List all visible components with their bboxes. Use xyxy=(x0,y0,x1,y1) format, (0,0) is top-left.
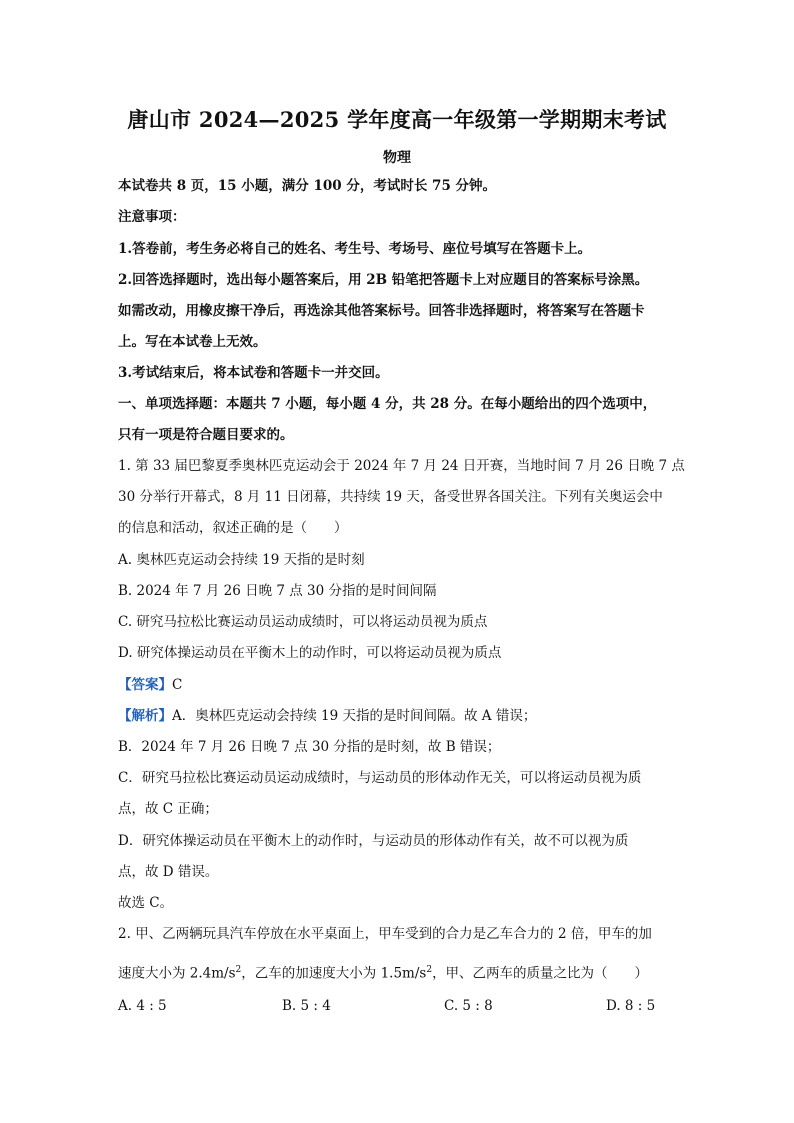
analysis-text: A．奥林匹克运动会持续 19 天指的是时间间隔。故 A 错误； xyxy=(172,708,537,724)
q1-conclusion: 故选 C。 xyxy=(118,895,174,911)
subject-title: 物理 xyxy=(383,150,411,166)
notice-item-2-line-1: 2.回答选择题时，选出每小题答案后，用 2B 铅笔把答题卡上对应题目的答案标号涂黑。 xyxy=(118,272,649,288)
q2-stem-part-1: 速度大小为 2.4m/s xyxy=(118,965,236,982)
notice-item-1: 1.答卷前，考生务必将自己的姓名、考生号、考场号、座位号填写在答题卡上。 xyxy=(118,241,592,257)
q2-option-c: C. 5 : 8 xyxy=(444,998,493,1014)
notice-item-3: 3.考试结束后，将本试卷和答题卡一并交回。 xyxy=(118,365,389,381)
answer-tag: 【答案】 xyxy=(118,677,172,693)
q1-option-a: A. 奥林匹克运动会持续 19 天指的是时刻 xyxy=(118,552,365,568)
notice-item-2-line-3: 上。写在本试卷上无效。 xyxy=(118,334,267,350)
answer-value: C xyxy=(172,677,183,693)
q1-analysis-line-1 xyxy=(118,707,688,725)
q1-stem-line-3: 的信息和活动，叙述正确的是（ ） xyxy=(118,520,348,536)
section-heading-line-2: 只有一项是符合题目要求的。 xyxy=(118,427,294,443)
q1-analysis-line-5: D．研究体操运动员在平衡木上的动作时，与运动员的形体动作有关，故不可以视为质 xyxy=(118,833,629,849)
q1-stem-line-1: 1. 第 33 届巴黎夏季奥林匹克运动会于 2024 年 7 月 24 日开赛，当地时间 7 月 26 日晚 7 点 xyxy=(118,458,685,474)
q1-option-c: C. 研究马拉松比赛运动员运动成绩时，可以将运动员视为质点 xyxy=(118,614,488,630)
exam-intro: 本试卷共 8 页，15 小题，满分 100 分，考试时长 75 分钟。 xyxy=(118,178,497,194)
q2-stem-line-1: 2. 甲、乙两辆玩具汽车停放在水平桌面上，甲车受到的合力是乙车合力的 2 倍，甲车的加 xyxy=(118,926,652,942)
q1-answer xyxy=(118,676,688,694)
notice-item-2-line-2: 如需改动，用橡皮擦干净后，再选涂其他答案标号。回答非选择题时，将答案写在答题卡 xyxy=(118,303,645,319)
analysis-tag: 【解析】 xyxy=(118,708,172,724)
exam-title: 唐山市 2024—2025 学年度高一年级第一学期期末考试 xyxy=(127,107,667,132)
q2-stem-line-2 xyxy=(118,961,688,983)
q1-analysis-line-4: 点，故 C 正确； xyxy=(118,801,218,817)
q1-analysis-line-2: B．2024 年 7 月 26 日晚 7 点 30 分指的是时刻，故 B 错误； xyxy=(118,739,501,755)
q2-stem-part-3: ，甲、乙两车的质量之比为（ ） xyxy=(432,965,649,982)
notice-heading: 注意事项： xyxy=(118,209,186,225)
q2-option-b: B. 5 : 4 xyxy=(282,998,331,1014)
q1-option-d: D. 研究体操运动员在平衡木上的动作时，可以将运动员视为质点 xyxy=(118,645,502,661)
q1-analysis-line-3: C．研究马拉松比赛运动员运动成绩时，与运动员的形体动作无关，可以将运动员视为质 xyxy=(118,770,642,786)
q2-option-a: A. 4 : 5 xyxy=(118,998,167,1014)
q2-superscript-1: 2 xyxy=(235,965,242,975)
q2-stem-part-2: ，乙车的加速度大小为 1.5m/s xyxy=(241,965,427,982)
section-heading-line-1: 一、单项选择题：本题共 7 小题，每小题 4 分，共 28 分。在每小题给出的四个选项中， xyxy=(118,396,657,412)
q1-stem-line-2: 30 分举行开幕式，8 月 11 日闭幕，共持续 19 天，备受世界各国关注。下列有关奥运会中 xyxy=(118,489,663,505)
q1-analysis-line-6: 点，故 D 错误。 xyxy=(118,864,219,880)
q2-option-d: D. 8 : 5 xyxy=(606,998,656,1014)
q2-superscript-2: 2 xyxy=(426,965,433,975)
q1-option-b: B. 2024 年 7 月 26 日晚 7 点 30 分指的是时间间隔 xyxy=(118,583,437,599)
